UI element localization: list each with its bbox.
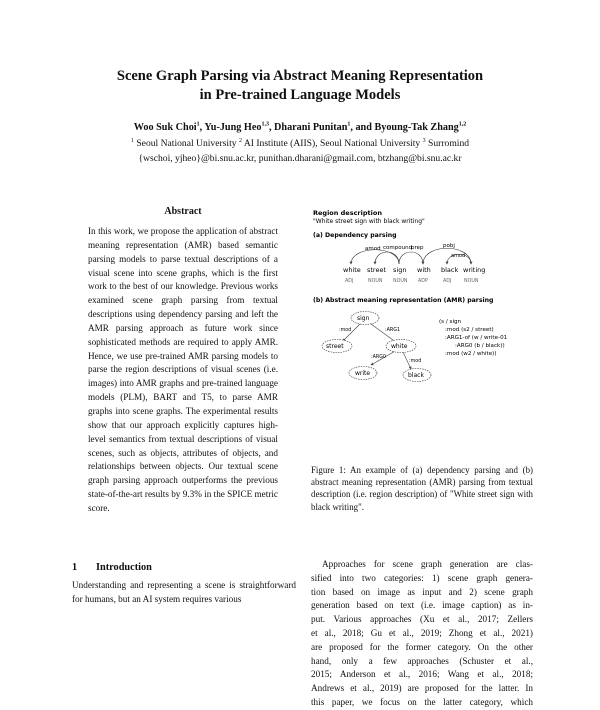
- penman-line: (s / sign: [439, 319, 462, 325]
- text-line: hand, only a few approaches (Schuster et al.,: [311, 655, 533, 666]
- affiliation-3: Surromind: [428, 138, 470, 149]
- figure-1: [311, 205, 533, 460]
- dep-word: black: [441, 266, 459, 274]
- abstract-text: In this work, we propose the application of abstract meaning representation (AMR) based semantic parsing models to parse textual descriptions of a visual scene into scene graphs, which is the first work to the best of our knowledge. Previous works examined scene graph parsing from textual descriptions using dependency parsing and left the AMR parsing approach as future work since sophisticated methods are required to apply AMR. Hence, we use pre-trained AMR parsing models to parse the region descriptions of visual scenes (i.e. images) into AMR graphs and pre-trained language models (PLM), BART and T5, to parse AMR graphs into scene graphs. The experimental results show that our approach explicitly captures high-level semantics from textual descriptions of visual scenes, such as objects, attributes of objects, and relationships between objects. Our textual scene graph parsing approach outperforms the previous state-of-the-art results by 9.3% in the SPICE metric score.: [88, 226, 278, 513]
- author-affil-mark: 1,2: [458, 121, 467, 128]
- text-line: sified into two categories: 1) scene graph genera-: [311, 572, 533, 583]
- dep-word: sign: [393, 266, 407, 274]
- affiliations: [0, 138, 600, 149]
- text-line: tion based on image as input and 2) scene graph: [311, 586, 533, 597]
- figure-1-svg: [311, 205, 533, 460]
- paper-title-line-1: Scene Graph Parsing via Abstract Meaning Representation: [116, 68, 484, 84]
- text-line: et al., 2018; Gu et al., 2019; Zhong et al., 2021): [311, 627, 533, 638]
- dep-pos-tag: ADJ: [345, 279, 354, 284]
- amr-edge-label: :ARG0: [371, 355, 386, 360]
- dep-label: pobj: [443, 243, 455, 249]
- amr-edge: [371, 324, 397, 343]
- author-list: Woo Suk Choi$^1$, Yu-Jung Heo$^{1,3}$, Dharani Punitan$^1$, and Byoung-Tak Zhang$^{1,2}$: [133, 121, 467, 133]
- affil-mark: 3: [422, 137, 426, 144]
- amr-node: white: [391, 343, 408, 350]
- penman-line: :mod (w2 / white)): [445, 351, 497, 357]
- dep-arc: [399, 252, 423, 264]
- part-b-label: (b) Abstract meaning representation (AMR) parsing: [313, 297, 494, 304]
- region-text: "White street sign with black writing": [313, 218, 425, 225]
- amr-edge-label: :mod: [409, 359, 422, 364]
- figure-1-caption: Figure 1: An example of (a) dependency parsing and (b) abstract meaning representation (AMR) parsing from textual description (i.e. region description) of "White street sign with black writing".: [311, 465, 533, 512]
- dep-label: amod: [365, 246, 381, 252]
- author-affil-mark: 1,3: [261, 121, 269, 128]
- right-column-text: [311, 558, 533, 710]
- author-name: Yu-Jung Heo: [204, 122, 262, 133]
- penman-line: :ARG1-of (w / write-01: [445, 335, 508, 341]
- affil-mark: 2: [238, 137, 242, 144]
- region-label: Region description: [313, 209, 382, 217]
- dep-label: compound: [383, 245, 413, 251]
- author-affil-mark: 1: [347, 121, 351, 128]
- author-affil-mark: 1: [196, 121, 200, 128]
- abstract-heading: Abstract: [164, 206, 202, 217]
- affil-mark: 1: [130, 137, 134, 144]
- dep-pos-tag: ADJ: [443, 279, 452, 284]
- dep-pos-tag: ADP: [418, 279, 428, 284]
- affiliation-1: Seoul National University: [136, 138, 237, 149]
- text-line: this paper, we focus on the latter category, which: [311, 696, 533, 707]
- dep-word: white: [343, 266, 361, 274]
- author-emails: {wschoi, yjheo}@bi.snu.ac.kr, punithan.dharani@gmail.com, btzhang@bi.snu.ac.kr: [138, 153, 462, 164]
- dep-word: writing: [463, 266, 486, 274]
- amr-edge-label: :mod: [339, 328, 352, 333]
- text-line: Andrews et al., 2019) are proposed for the latter. In: [311, 683, 533, 694]
- dep-word: with: [417, 266, 431, 274]
- dep-label: amod: [451, 253, 466, 259]
- dep-word: street: [367, 266, 387, 274]
- amr-node: write: [355, 370, 371, 377]
- amr-edge-label: :ARG1: [385, 328, 400, 333]
- section-title: Introduction: [96, 562, 152, 573]
- text-line: generation based on text (i.e. image caption) as in-: [311, 600, 533, 611]
- amr-node: street: [326, 343, 344, 350]
- text-line: put. Various approaches (Xu et al., 2017; Zellers: [311, 614, 533, 625]
- section-number: 1: [72, 562, 78, 573]
- author-name: Dharani Punitan: [274, 122, 348, 133]
- dep-pos-tag: NOUN: [393, 279, 408, 284]
- text-line: Approaches for scene graph generation are clas-: [322, 559, 533, 569]
- intro-text: Understanding and representing a scene is straightforward for humans, but an AI system requires various: [72, 580, 296, 604]
- text-line: 2015; Anderson et al., 2016; Wang et al., 2018;: [311, 669, 533, 680]
- dep-pos-tag: NOUN: [464, 279, 479, 284]
- author-name: Woo Suk Choi: [133, 122, 197, 133]
- text-line: are proposed for the former category. On the other: [311, 641, 533, 652]
- dep-pos-tag: NOUN: [368, 279, 383, 284]
- author-name: Byoung-Tak Zhang: [374, 122, 459, 133]
- dep-arc: [375, 252, 399, 264]
- dep-label: prep: [411, 245, 424, 251]
- part-a-label: (a) Dependency parsing: [313, 232, 397, 239]
- affiliation-2: AI Institute (AIIS), Seoul National University: [243, 138, 421, 149]
- section-heading: [72, 562, 152, 573]
- penman-line: :ARG0 (b / black)): [455, 343, 505, 349]
- amr-node: black: [408, 372, 424, 379]
- paper-title-line-2: in Pre-trained Language Models: [199, 87, 401, 103]
- amr-node: sign: [357, 315, 370, 322]
- penman-line: :mod (s2 / street): [445, 327, 494, 333]
